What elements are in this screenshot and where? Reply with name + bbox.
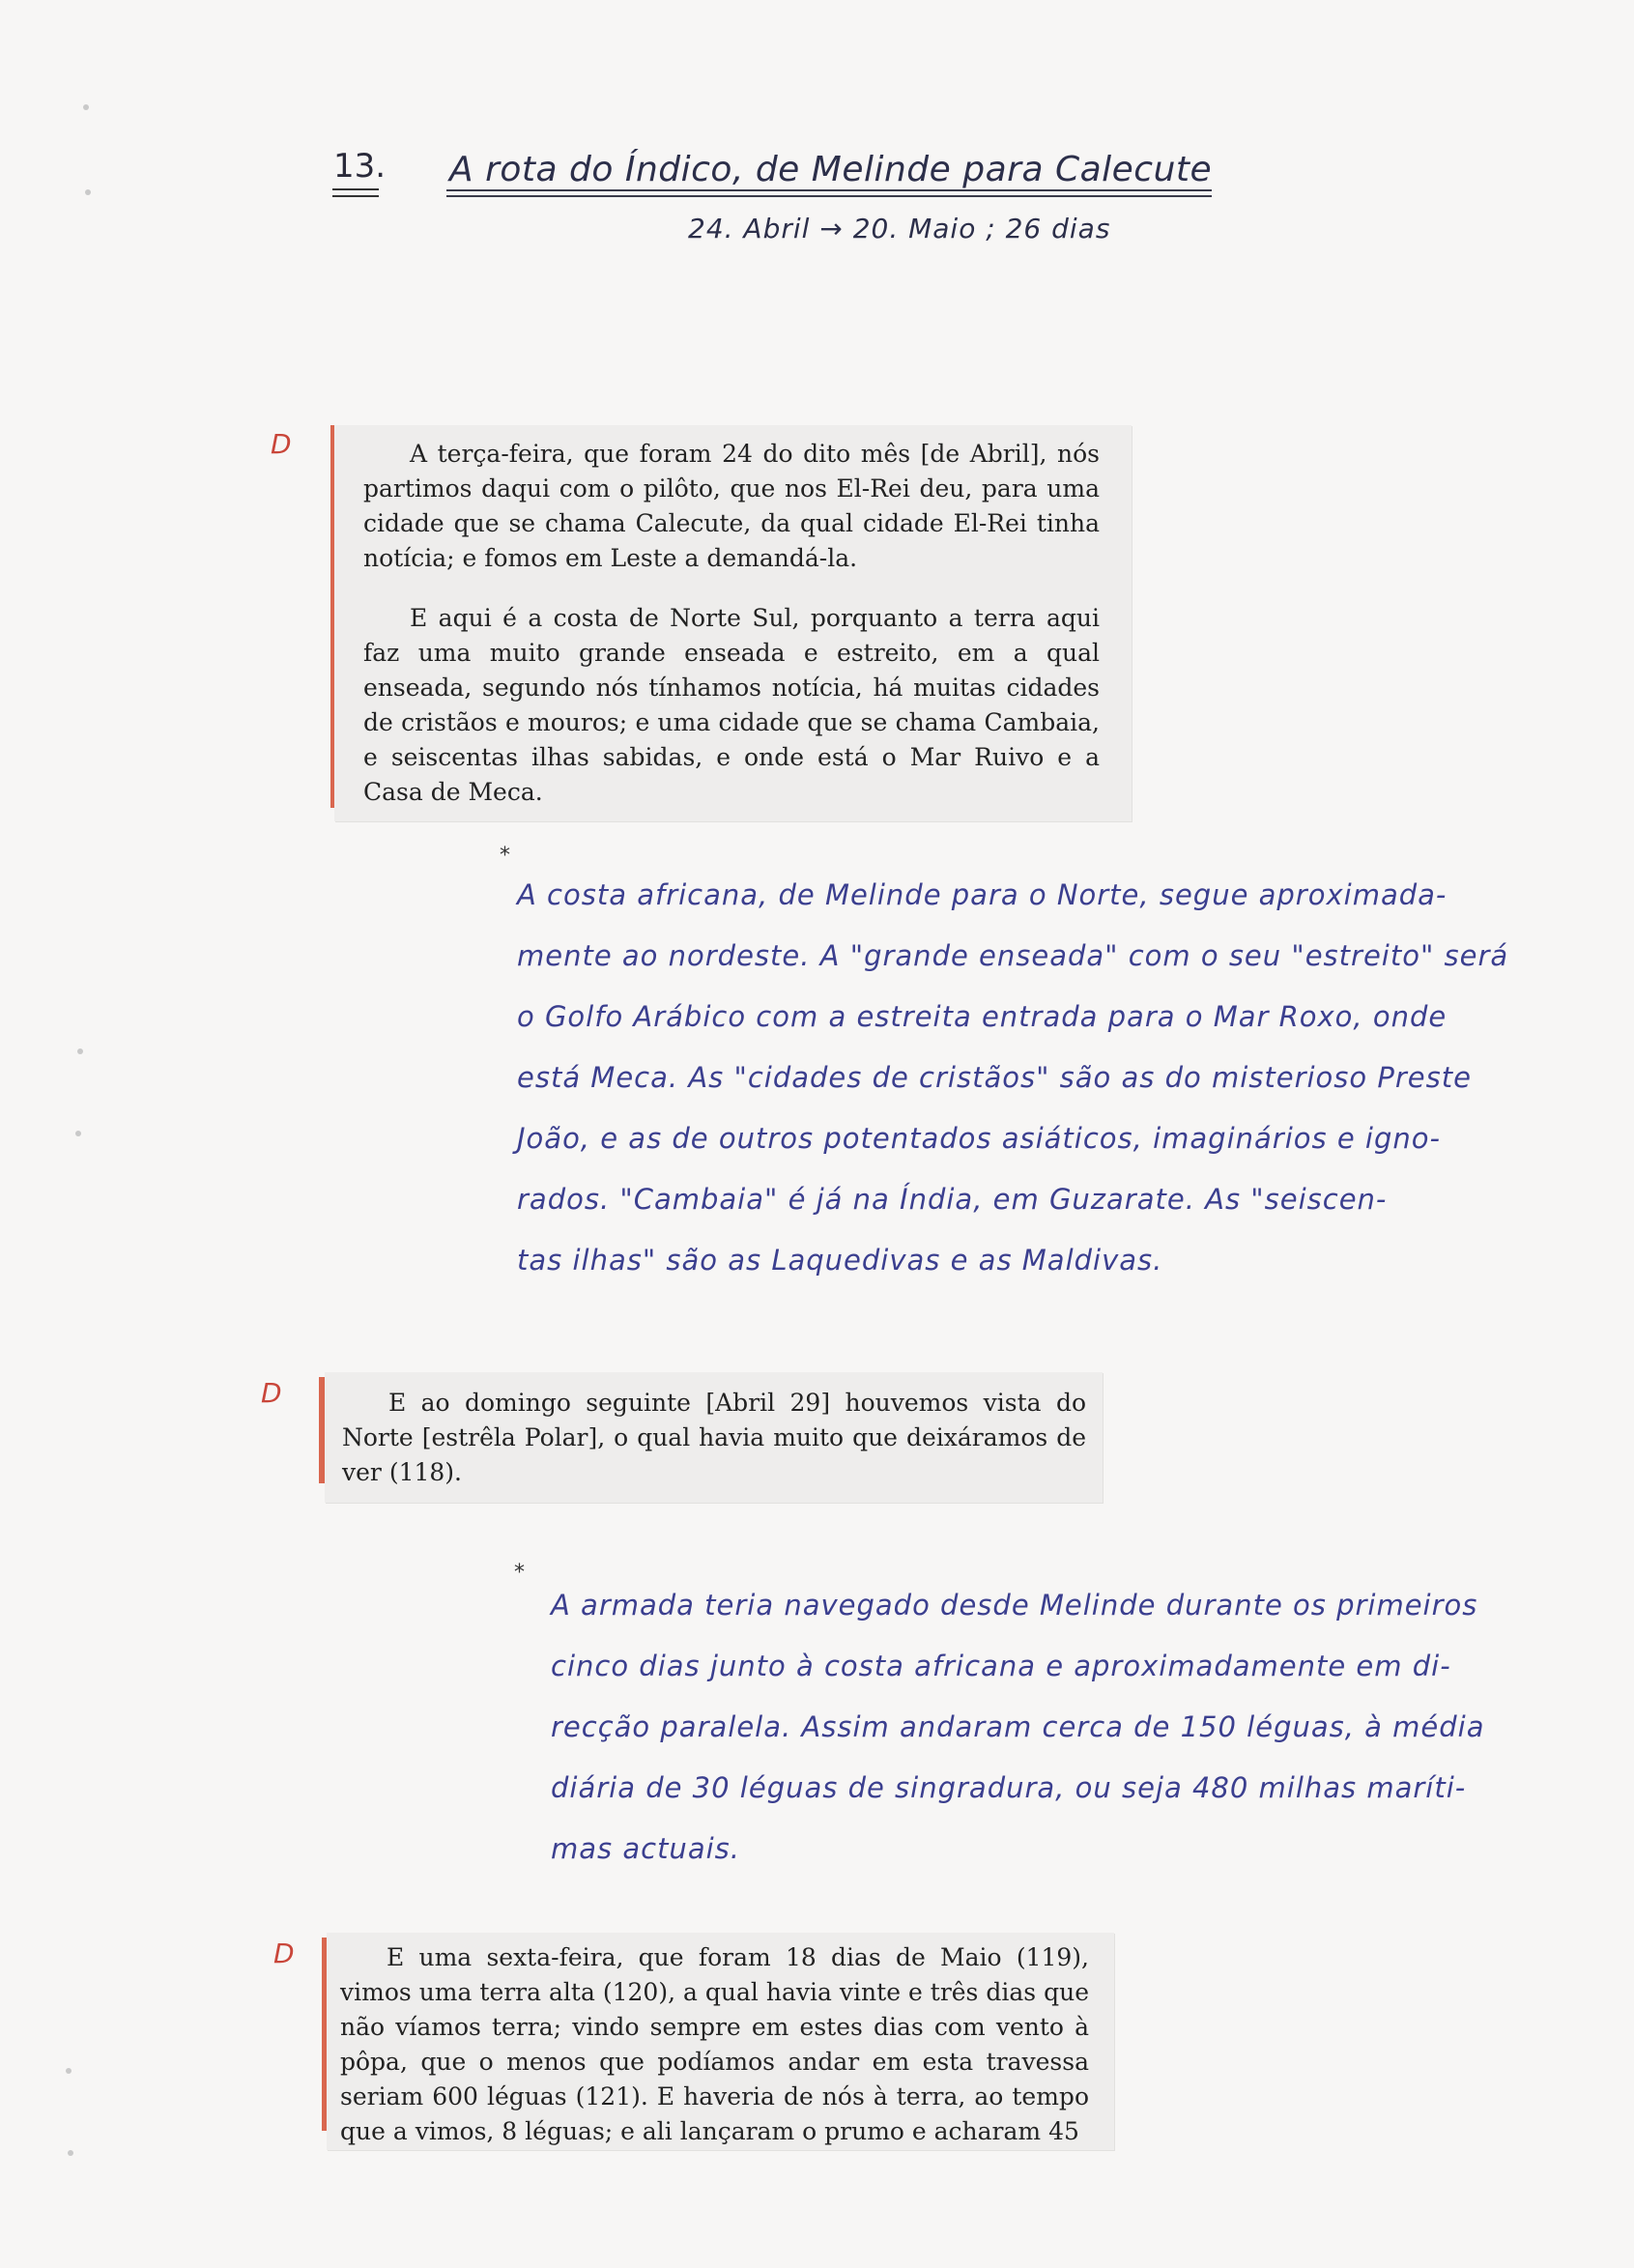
note-line: recção paralela. Assim andaram cerca de 150 léguas, à média [551, 1710, 1485, 1743]
note-line: A costa africana, de Melinde para o Norte, segue aproximada- [517, 878, 1448, 911]
punch-hole [85, 189, 91, 195]
chapter-number: 13. [333, 147, 387, 186]
note-line: diária de 30 léguas de singradura, ou seja 480 milhas maríti- [551, 1771, 1467, 1804]
title-underline [446, 195, 1212, 197]
margin-mark-d: D [271, 428, 292, 460]
title-underline [446, 189, 1212, 191]
excerpt-paragraph: E aqui é a costa de Norte Sul, porquanto a terra aqui faz uma muito grande enseada e estreito, em a qual enseada, segundo nós tínhamos notícia, há muitas cidades de cristãos e mouros; e uma cidade que se chama Cambaia, e seiscentas ilhas sabidas, e onde está o Mar Ruivo e a Casa de Meca. [363, 604, 1100, 806]
note-line: João, e as de outros potentados asiáticos, imaginários e igno- [517, 1122, 1441, 1155]
handwritten-note-1 [517, 865, 1580, 1291]
number-underline [332, 188, 379, 190]
punch-hole [83, 104, 89, 110]
note-line: o Golfo Arábico com a estreita entrada para o Mar Roxo, onde [517, 1000, 1448, 1033]
number-underline [332, 195, 379, 197]
note-line: tas ilhas" são as Laquedivas e as Maldivas. [517, 1244, 1163, 1277]
excerpt-paragraph: A terça-feira, que foram 24 do dito mês [de Abril], nós partimos daqui com o pilôto, que nos El-Rei deu, para uma cidade que se chama Calecute, da qual cidade El-Rei tinha notícia; e fomos em Leste a demandá-la. [363, 440, 1100, 572]
note-line: cinco dias junto à costa africana e aproximadamente em di- [551, 1650, 1451, 1682]
printed-excerpt-3 [327, 1933, 1114, 2150]
printed-excerpt-1 [334, 425, 1132, 821]
margin-mark-d: D [261, 1377, 282, 1409]
punch-hole [68, 2150, 73, 2156]
asterisk-mark: * [500, 844, 510, 868]
punch-hole [66, 2068, 72, 2074]
excerpt-paragraph: E uma sexta-feira, que foram 18 dias de Maio (119), vimos uma terra alta (120), a qual havia vinte e três dias que não víamos terra; vindo sempre em estes dias com vento à pôpa, que o menos que podíamos andar em esta travessa seriam 600 léguas (121). E haveria de nós à terra, ao tempo que a vimos, 8 léguas; e ali lançaram o prumo e acharam 45 [340, 1943, 1089, 2145]
note-line: mas actuais. [551, 1832, 740, 1865]
note-line: A armada teria navegado desde Melinde durante os primeiros [551, 1589, 1478, 1622]
punch-hole [75, 1131, 81, 1136]
margin-mark-d: D [273, 1938, 295, 1969]
note-line: mente ao nordeste. A "grande enseada" com o seu "estreito" será [517, 939, 1509, 972]
printed-excerpt-2 [325, 1372, 1103, 1503]
handwritten-note-2 [551, 1575, 1594, 1880]
chapter-title: A rota do Índico, de Melinde para Calecute [449, 150, 1213, 189]
excerpt-paragraph: E ao domingo seguinte [Abril 29] houvemos vista do Norte [estrêla Polar], o qual havia muito que deixáramos de ver (118). [342, 1389, 1086, 1486]
note-line: está Meca. As "cidades de cristãos" são as do misterioso Preste [517, 1061, 1472, 1094]
asterisk-mark: * [514, 1561, 525, 1585]
note-line: rados. "Cambaia" é já na Índia, em Guzarate. As "seiscen- [517, 1183, 1388, 1216]
punch-hole [77, 1048, 83, 1054]
date-range: 24. Abril → 20. Maio ; 26 dias [688, 213, 1111, 244]
